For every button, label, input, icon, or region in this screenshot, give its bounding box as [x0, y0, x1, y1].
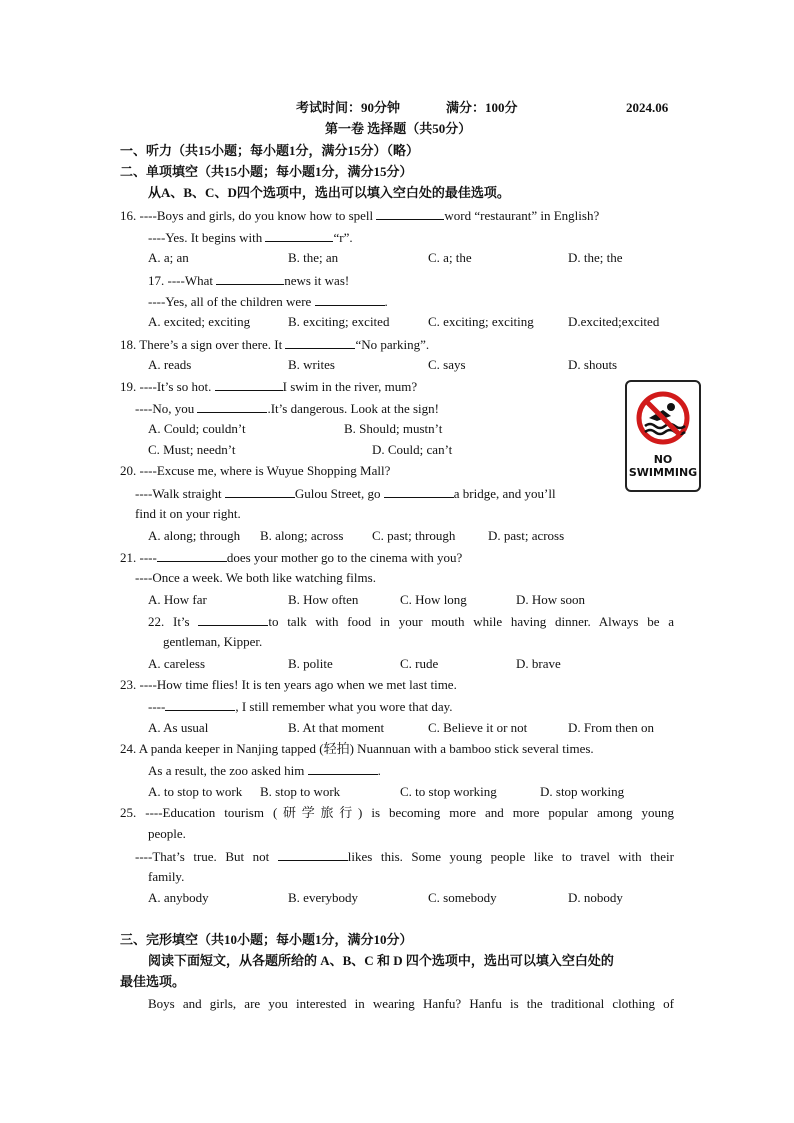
q23-option-c: C. Believe it or not	[428, 720, 528, 735]
section-1-title: 一、听力（共15小题；每小题1分，满分15分）（略）	[120, 143, 420, 158]
q21-option-c: C. How long	[400, 592, 467, 607]
volume-title: 第一卷 选择题（共50分）	[325, 121, 472, 136]
q20-option-b: B. along; across	[260, 528, 344, 543]
q24-option-a: A. to stop to work	[148, 784, 243, 799]
q18-option-c: C. says	[428, 357, 466, 372]
question-24-line-2: As a result, the zoo asked him .	[148, 763, 381, 778]
q21-option-b: B. How often	[288, 592, 359, 607]
question-23-line-1: 23. ----How time flies! It is ten years ago when we met last time.	[120, 677, 457, 692]
question-23-line-2: ---- , I still remember what you wore that day.	[148, 699, 453, 714]
q24-option-d: D. stop working	[540, 784, 625, 799]
q19-option-c: C. Must; needn’t	[148, 442, 236, 457]
q18-option-d: D. shouts	[568, 357, 618, 372]
answer-blank	[278, 847, 348, 861]
q25-option-b: B. everybody	[288, 890, 359, 905]
question-21-line-2: ----Once a week. We both like watching films.	[135, 570, 376, 585]
answer-blank	[198, 612, 268, 626]
q19-option-a: A. Could; couldn’t	[148, 421, 246, 436]
question-25-line-3: ----That’s true. But not likes this. Some young people like to travel with their	[135, 849, 675, 864]
q17-option-b: B. exciting; excited	[288, 314, 390, 329]
q19-option-d: D. Could; can’t	[372, 442, 453, 457]
q20-option-a: A. along; through	[148, 528, 241, 543]
q25-option-d: D. nobody	[568, 890, 623, 905]
question-19-line-1: 19. ----It’s so hot. I swim in the river, mum?	[120, 379, 418, 394]
q16-option-d: D. the; the	[568, 250, 623, 265]
answer-blank	[285, 335, 355, 349]
q16-option-c: C. a; the	[428, 250, 472, 265]
question-16-line-2: ----Yes. It begins with “r”.	[148, 230, 353, 245]
answer-blank	[225, 484, 295, 498]
q19-option-b: B. Should; mustn’t	[344, 421, 443, 436]
sign-text-line-1: NO	[653, 453, 673, 466]
q20-option-c: C. past; through	[372, 528, 456, 543]
section-3-instruction-line-1: 阅读下面短文，从各题所给的 A、B、C 和 D 四个选项中，选出可以填入空白处的	[148, 953, 614, 968]
q21-option-a: A. How far	[148, 592, 207, 607]
question-17-line-2: ----Yes, all of the children were .	[148, 294, 388, 309]
answer-blank	[216, 271, 284, 285]
question-20-line-3: find it on your right.	[135, 506, 241, 521]
question-20-line-2: ----Walk straight Gulou Street, go a bridge, and you’ll	[135, 486, 556, 501]
answer-blank	[215, 377, 283, 391]
q23-option-b: B. At that moment	[288, 720, 385, 735]
answer-blank	[165, 697, 235, 711]
answer-blank	[265, 228, 333, 242]
answer-blank	[157, 548, 227, 562]
q22-option-c: C. rude	[400, 656, 439, 671]
question-19-line-2: ----No, you .It’s dangerous. Look at the sign!	[135, 401, 439, 416]
q22-option-d: D. brave	[516, 656, 561, 671]
q18-option-b: B. writes	[288, 357, 335, 372]
question-25-line-4: family.	[148, 869, 185, 884]
section-3-instruction-line-2: 最佳选项。	[120, 974, 186, 989]
question-16-line-1: 16. ----Boys and girls, do you know how to spell word “restaurant” in English?	[120, 208, 600, 223]
answer-blank	[197, 399, 267, 413]
question-25-line-2: people.	[148, 826, 186, 841]
question-22-line-2: gentleman, Kipper.	[163, 634, 263, 649]
q16-option-b: B. the; an	[288, 250, 339, 265]
q22-option-a: A. careless	[148, 656, 206, 671]
q18-option-a: A. reads	[148, 357, 192, 372]
question-20-line-1: 20. ----Excuse me, where is Wuyue Shopping Mall?	[120, 463, 391, 478]
question-17-line-1: 17. ----What news it was!	[148, 273, 350, 288]
q22-option-b: B. polite	[288, 656, 333, 671]
question-22-line-1: 22. It’s to talk with food in your mouth while having dinner. Always be a	[148, 614, 674, 629]
q20-option-d: D. past; across	[488, 528, 565, 543]
full-score: 满分：100分	[446, 100, 518, 115]
question-18-line-1: 18. There’s a sign over there. It “No parking”.	[120, 337, 430, 352]
q25-option-a: A. anybody	[148, 890, 209, 905]
answer-blank	[376, 206, 444, 220]
passage-line-1: Boys and girls, are you interested in wearing Hanfu? Hanfu is the traditional clothing of	[148, 996, 674, 1011]
q21-option-d: D. How soon	[516, 592, 585, 607]
answer-blank	[308, 761, 378, 775]
answer-blank	[384, 484, 454, 498]
exam-date: 2024.06	[626, 100, 669, 115]
no-swimming-icon	[627, 388, 699, 452]
q25-option-c: C. somebody	[428, 890, 497, 905]
section-2-instruction: 从A、B、C、D四个选项中，选出可以填入空白处的最佳选项。	[148, 185, 510, 200]
no-swimming-sign	[625, 380, 701, 492]
exam-time: 考试时间：90分钟	[296, 100, 401, 115]
q17-option-d: D.excited;excited	[568, 314, 660, 329]
sign-text-line-2: SWIMMING	[628, 466, 698, 479]
question-24-line-1: 24. A panda keeper in Nanjing tapped (轻拍) Nuannuan with a bamboo stick several times.	[120, 741, 594, 756]
q17-option-c: C. exciting; exciting	[428, 314, 534, 329]
question-21-line-1: 21. ---- does your mother go to the cinema with you?	[120, 550, 463, 565]
q16-option-a: A. a; an	[148, 250, 189, 265]
q24-option-b: B. stop to work	[260, 784, 341, 799]
q24-option-c: C. to stop working	[400, 784, 497, 799]
q23-option-a: A. As usual	[148, 720, 209, 735]
answer-blank	[315, 292, 385, 306]
q17-option-a: A. excited; exciting	[148, 314, 251, 329]
q23-option-d: D. From then on	[568, 720, 654, 735]
section-3-title: 三、完形填空（共10小题；每小题1分，满分10分）	[120, 932, 413, 947]
question-25-line-1: 25. ----Education tourism (研学旅行) is becoming more and more popular among young	[120, 805, 674, 820]
section-2-title: 二、单项填空（共15小题；每小题1分，满分15分）	[120, 164, 413, 179]
